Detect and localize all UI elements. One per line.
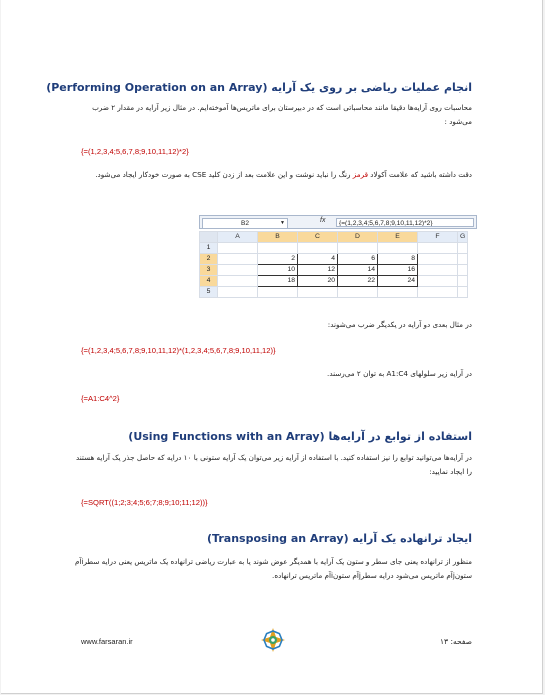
cell-d1[interactable] <box>338 243 378 254</box>
red-word: قرمز <box>352 170 368 179</box>
spreadsheet-image <box>199 215 477 305</box>
cell-c4[interactable]: 20 <box>298 276 338 287</box>
cell-g3[interactable] <box>458 265 468 276</box>
cell-e3[interactable]: 16 <box>378 265 418 276</box>
footer-site-link[interactable]: www.farsaran.ir <box>81 637 133 646</box>
cell-e4[interactable]: 24 <box>378 276 418 287</box>
formula-content[interactable]: {=(1,2,3,4;5,6,7,8;9,10,11,12)*2} <box>336 218 474 227</box>
chevron-down-icon[interactable]: ▼ <box>280 220 285 226</box>
cell-g2[interactable] <box>458 254 468 265</box>
cell-e1[interactable] <box>378 243 418 254</box>
column-header-g[interactable]: G <box>458 232 468 243</box>
row-header[interactable]: 5 <box>200 287 218 298</box>
cell-e2[interactable]: 8 <box>378 254 418 265</box>
cell-b5[interactable] <box>258 287 298 298</box>
cell-b4[interactable]: 18 <box>258 276 298 287</box>
sheet-grid <box>199 231 468 298</box>
paragraph-transpose: منظور از ترانهاده یعنی جای سطر و ستون یک آرایه با همدیگر عوض شوند یا به عبارت ریاضی ترانهاده یک ماتریس یعنی درایه سطرiآم ستونjآم ماتریس می‌شود درایه سطرjآم ستونiآم ماتریس ترانهاده. <box>75 557 472 580</box>
cell-a5[interactable] <box>218 287 258 298</box>
cell-a3[interactable] <box>218 265 258 276</box>
sheet-row <box>200 287 468 298</box>
sheet-row <box>200 265 468 276</box>
cell-g4[interactable] <box>458 276 468 287</box>
cell-e5[interactable] <box>378 287 418 298</box>
cell-c2[interactable]: 4 <box>298 254 338 265</box>
cell-b2[interactable]: 2 <box>258 254 298 265</box>
paragraph-operations-intro: محاسبات روی آرایه‌ها دقیقا مانند محاسباتی است که در دبیرستان برای ماتریس‌ها آموخته‌ایم. در مثال زیر آرایه در مقدار ۲ ضرب می‌شود : <box>92 103 472 126</box>
fx-icon[interactable]: fx <box>320 217 326 224</box>
sheet-row <box>200 276 468 287</box>
row-header[interactable]: 1 <box>200 243 218 254</box>
cell-d4[interactable]: 22 <box>338 276 378 287</box>
farsaran-logo-icon <box>260 627 286 653</box>
cell-g1[interactable] <box>458 243 468 254</box>
formula-power: {=A1:C4^2} <box>81 394 120 403</box>
cell-d5[interactable] <box>338 287 378 298</box>
select-all-corner[interactable] <box>200 232 218 243</box>
cell-d2[interactable]: 6 <box>338 254 378 265</box>
cell-f2[interactable] <box>418 254 458 265</box>
paragraph-functions: در آرایه‌ها می‌توانید توابع را نیز استفاده کنید. با استفاده از آرایه زیر می‌توان یک آرایه ستونی با ۱۰ درایه که حاصل جذر یک آرایه هستند را ایجاد نمایید: <box>75 453 472 476</box>
formula-sqrt: {=SQRT((1;2;3;4;5;6;7;8;9;10;11;12))} <box>81 498 208 507</box>
formula-bar <box>199 215 477 229</box>
sheet-row <box>200 243 468 254</box>
section-heading-operations: انجام عملیات ریاضی بر روی یک آرایه (Performing Operation on an Array) <box>46 81 472 94</box>
cell-f1[interactable] <box>418 243 458 254</box>
column-header-b[interactable]: B <box>258 232 298 243</box>
row-header[interactable]: 3 <box>200 265 218 276</box>
formula-multiply-scalar: {=(1,2,3,4;5,6,7,8;9,10,11,12)*2} <box>81 147 189 156</box>
document-page <box>1 0 543 694</box>
section-heading-transpose: ایجاد ترانهاده یک آرایه (Transposing an Array) <box>207 532 472 545</box>
column-header-c[interactable]: C <box>298 232 338 243</box>
cell-g5[interactable] <box>458 287 468 298</box>
cell-c3[interactable]: 12 <box>298 265 338 276</box>
column-header-e[interactable]: E <box>378 232 418 243</box>
cell-b1[interactable] <box>258 243 298 254</box>
cell-c5[interactable] <box>298 287 338 298</box>
formula-multiply-arrays: {=(1,2,3,4;5,6,7,8;9,10,11,12)*(1,2,3,4;5,6,7,8;9,10,11,12)} <box>81 346 276 355</box>
column-header-a[interactable]: A <box>218 232 258 243</box>
section-heading-functions: استفاده از توابع در آرایه‌ها (Using Functions with an Array) <box>128 430 472 443</box>
paragraph-cse-note: دقت داشته باشید که علامت آکولاد قرمز رنگ را نباید نوشت و این علامت بعد از زدن کلید CSE به صورت خودکار ایجاد می‌شود. <box>95 170 472 179</box>
column-header-d[interactable]: D <box>338 232 378 243</box>
row-header[interactable]: 2 <box>200 254 218 265</box>
cell-f4[interactable] <box>418 276 458 287</box>
cell-a2[interactable] <box>218 254 258 265</box>
cell-d3[interactable]: 14 <box>338 265 378 276</box>
cell-c1[interactable] <box>298 243 338 254</box>
cell-a4[interactable] <box>218 276 258 287</box>
name-box[interactable]: B2 ▼ <box>202 218 288 229</box>
paragraph-power: در آرایه زیر سلولهای A1:C4 به توان ۲ می‌رسند. <box>327 369 472 378</box>
row-header[interactable]: 4 <box>200 276 218 287</box>
column-header-f[interactable]: F <box>418 232 458 243</box>
cell-a1[interactable] <box>218 243 258 254</box>
cell-f3[interactable] <box>418 265 458 276</box>
cell-b3[interactable]: 10 <box>258 265 298 276</box>
sheet-row <box>200 254 468 265</box>
paragraph-two-arrays: در مثال بعدی دو آرایه در یکدیگر ضرب می‌شوند: <box>327 320 472 329</box>
cell-f5[interactable] <box>418 287 458 298</box>
page-number: صفحه: ۱۳ <box>440 637 472 646</box>
